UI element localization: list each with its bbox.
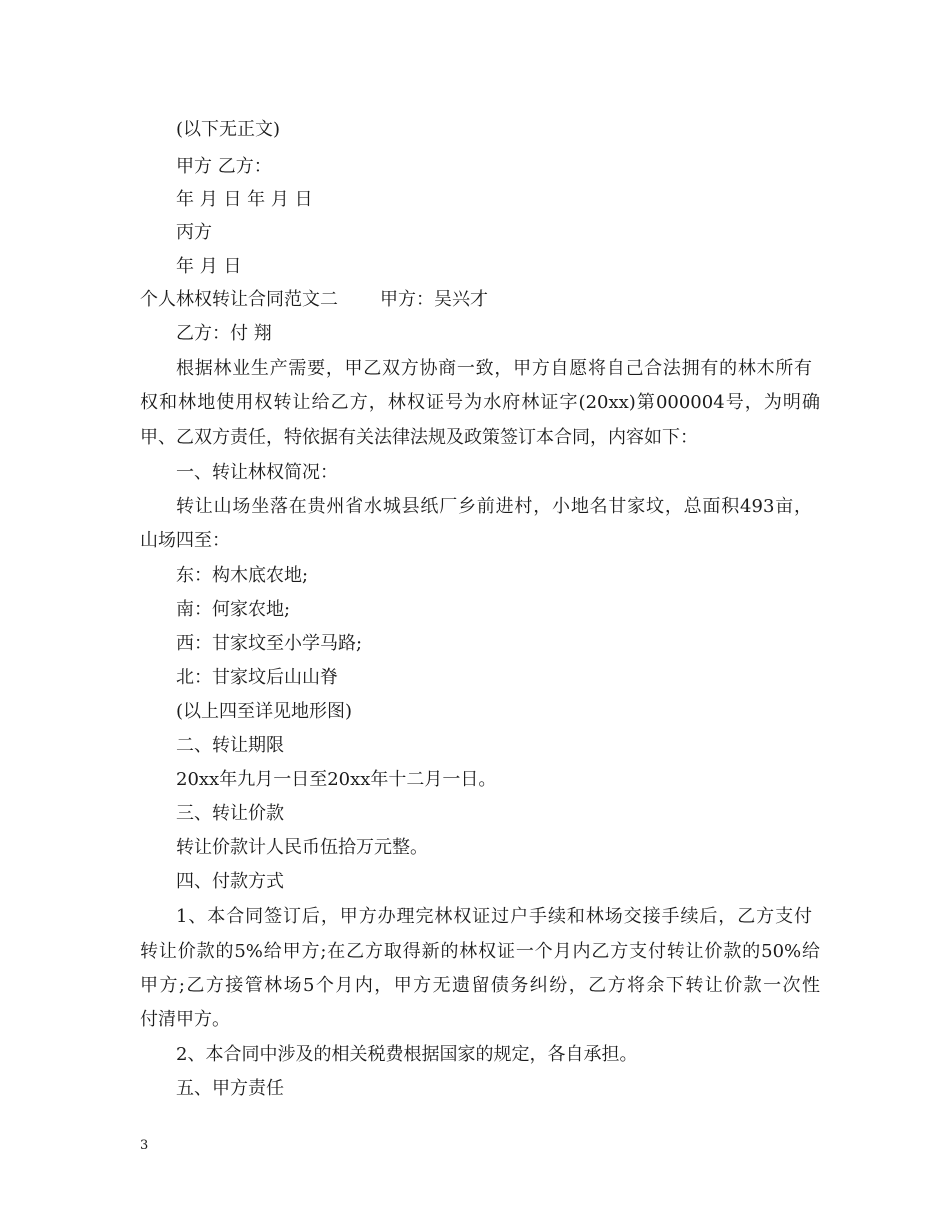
boundary-west: 西：甘家坟至小学马路; <box>176 633 363 654</box>
signature-dates: 年 月 日 年 月 日 <box>176 189 313 210</box>
boundary-east: 东：构木底农地; <box>176 565 309 586</box>
transfer-period: 20xx年九月一日至20xx年十二月一日。 <box>176 769 497 790</box>
paragraph-line: 转让山场坐落在贵州省水城县纸厂乡前进村，小地名甘家坟，总面积493亩， <box>176 496 812 517</box>
party-a-b-signature: 甲方 乙方： <box>176 156 272 177</box>
transfer-price: 转让价款计人民币伍拾万元整。 <box>176 837 428 858</box>
paragraph-line: 1、本合同签订后，甲方办理完林权证过户手续和林场交接手续后，乙方支付 <box>176 906 812 927</box>
boundary-note: (以上四至详见地形图) <box>176 701 353 722</box>
contract-title-line <box>140 288 820 312</box>
contract-title: 个人林权转让合同范文二 <box>140 289 338 310</box>
paragraph-line: 权和林地使用权转让给乙方，林权证号为水府林证字(20xx)第000004号，为明确 <box>140 392 820 413</box>
paragraph-line: 根据林业生产需要，甲乙双方协商一致，甲方自愿将自己合法拥有的林木所有 <box>176 358 812 379</box>
section-heading: 二、转让期限 <box>176 735 284 756</box>
party-a-name: 甲方：吴兴才 <box>380 289 488 310</box>
no-text-below-note: (以下无正文) <box>176 119 281 140</box>
section-heading: 四、付款方式 <box>176 871 284 892</box>
party-c-date: 年 月 日 <box>176 256 242 277</box>
party-c-signature: 丙方 <box>176 222 212 243</box>
party-b-name: 乙方：付 翔 <box>176 323 272 344</box>
boundary-south: 南：何家农地; <box>176 599 291 620</box>
paragraph-line: 甲、乙双方责任，特依据有关法律法规及政策签订本合同，内容如下： <box>140 427 698 448</box>
section-heading: 三、转让价款 <box>176 803 284 824</box>
page-number: 3 <box>140 1138 149 1153</box>
boundary-north: 北：甘家坟后山山脊 <box>176 667 338 688</box>
paragraph-line: 转让价款的5%给甲方;在乙方取得新的林权证一个月内乙方支付转让价款的50%给 <box>140 941 820 962</box>
paragraph-line: 2、本合同中涉及的相关税费根据国家的规定，各自承担。 <box>176 1044 638 1065</box>
section-heading: 五、甲方责任 <box>176 1078 284 1099</box>
paragraph-line: 甲方;乙方接管林场5个月内，甲方无遗留债务纠纷，乙方将余下转让价款一次性 <box>140 975 820 996</box>
paragraph-line: 山场四至： <box>140 530 230 551</box>
section-heading: 一、转让林权简况： <box>176 462 338 483</box>
paragraph-line: 付清甲方。 <box>140 1009 230 1030</box>
